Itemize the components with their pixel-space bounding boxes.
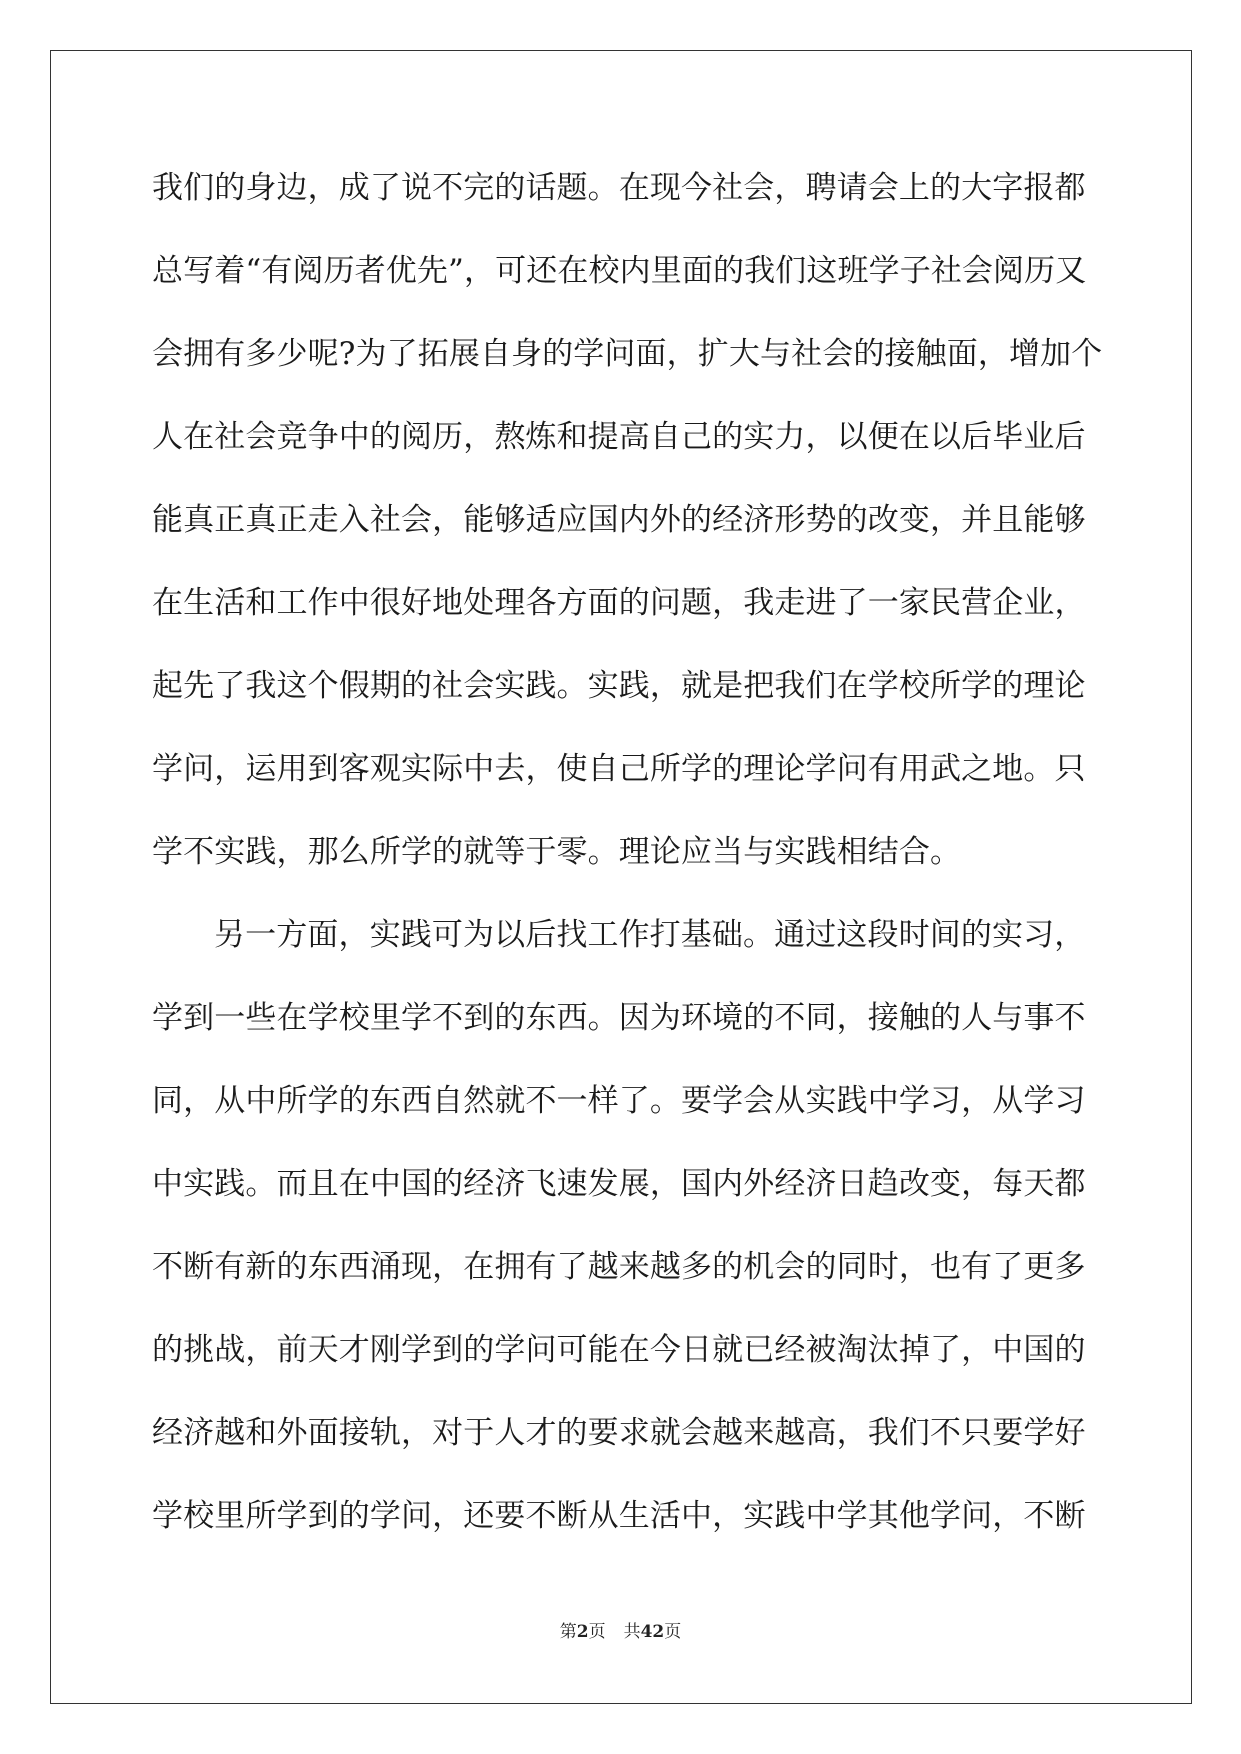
text-line: 总写着“有阅历者优先”，可还在校内里面的我们这班学子社会阅历又: [152, 253, 1087, 289]
text-line: 经济越和外面接轨，对于人才的要求就会越来越高，我们不只要学好: [152, 1415, 1086, 1451]
page-suffix: 页: [588, 1622, 606, 1642]
document-body: [152, 160, 1103, 1571]
text-line: 学问，运用到客观实际中去，使自己所学的理论学问有用武之地。只: [152, 751, 1086, 787]
text-line: 同，从中所学的东西自然就不一样了。要学会从实践中学习，从学习: [152, 1083, 1086, 1119]
total-prefix: 共: [623, 1622, 641, 1642]
paragraph-2: [152, 907, 1092, 1571]
page-prefix: 第: [559, 1622, 577, 1642]
text-line: 会拥有多少呢?为了拓展自身的学问面，扩大与社会的接触面，增加个: [152, 336, 1103, 372]
text-line: 能真正真正走入社会，能够适应国内外的经济形势的改变，并且能够: [152, 502, 1086, 538]
text-line: 不断有新的东西涌现，在拥有了越来越多的机会的同时，也有了更多: [152, 1249, 1086, 1285]
text-line: 学不实践，那么所学的就等于零。理论应当与实践相结合。: [152, 834, 962, 870]
total-suffix: 页: [664, 1622, 682, 1642]
paragraph-1: [152, 160, 1103, 907]
text-line: 中实践。而且在中国的经济飞速发展，国内外经济日趋改变，每天都: [152, 1166, 1086, 1202]
text-line: 我们的身边，成了说不完的话题。在现今社会，聘请会上的大字报都: [152, 170, 1086, 206]
page-number: 2: [576, 1622, 589, 1642]
text-line: 学校里所学到的学问，还要不断从生活中，实践中学其他学问，不断: [152, 1498, 1086, 1534]
page-footer: [0, 1622, 1241, 1642]
text-line: 在生活和工作中很好地处理各方面的问题，我走进了一家民营企业，: [152, 585, 1086, 621]
total-pages: 42: [640, 1622, 665, 1642]
text-line: 另一方面，实践可为以后找工作打基础。通过这段时间的实习，: [214, 917, 1086, 953]
text-line: 学到一些在学校里学不到的东西。因为环境的不同，接触的人与事不: [152, 1000, 1086, 1036]
text-line: 的挑战，前天才刚学到的学问可能在今日就已经被淘汰掉了，中国的: [152, 1332, 1086, 1368]
text-line: 起先了我这个假期的社会实践。实践，就是把我们在学校所学的理论: [152, 668, 1086, 704]
text-line: 人在社会竞争中的阅历，熬炼和提高自己的实力，以便在以后毕业后: [152, 419, 1086, 455]
